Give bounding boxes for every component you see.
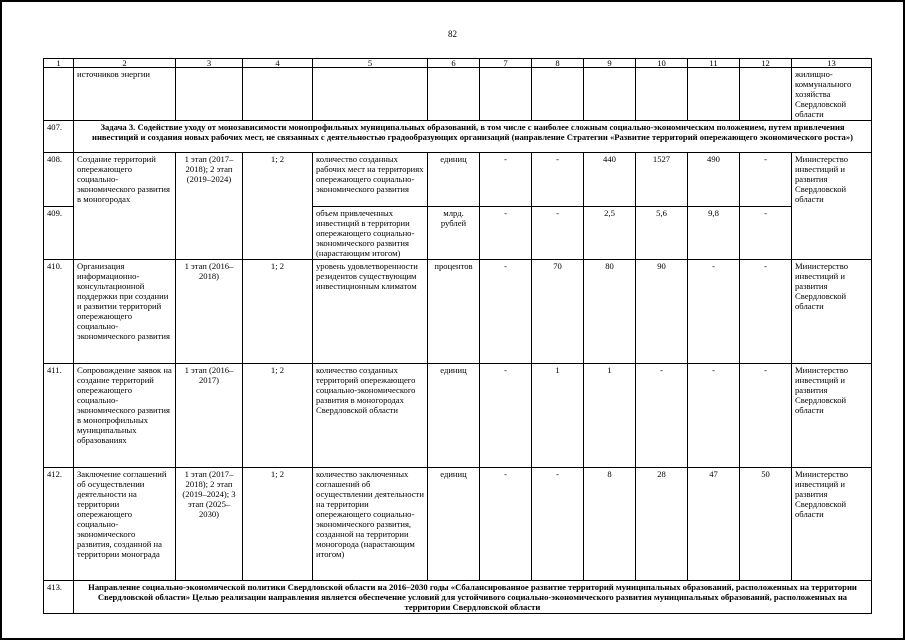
row-number: 413.: [44, 581, 74, 614]
value-cell: -: [740, 364, 792, 468]
col-number: 4: [243, 59, 313, 68]
table-row: [44, 68, 872, 121]
task-heading: Задача 3. Содействие уходу от монозависимости монопрофильных муниципальных образований, в том числе с наиболее сложным социально-экономическим положением, путем привлечения инвестиций и создания новых рабочих мест, не связанных с деятельностью градообразующих организаций (направление Стратегии «Развитие территорий опережающего экономического роста»): [74, 121, 872, 153]
indicator: количество созданных территорий опережающего социально-экономического развития в моногородах Свердловской области: [313, 364, 428, 468]
executor: Министерство инвестиций и развития Свердловской области: [792, 153, 872, 260]
unit: млрд. рублей: [428, 207, 480, 260]
task-ref: 1; 2: [243, 468, 313, 581]
executor: Министерство инвестиций и развития Свердловской области: [792, 468, 872, 581]
col-number: 13: [792, 59, 872, 68]
value-cell: 2,5: [584, 207, 636, 260]
page-number: 82: [448, 29, 457, 39]
indicator-table: [43, 58, 872, 614]
measure-name: Заключение соглашений об осуществлении деятельности на территории опережающего социально-экономического развития, созданной на территории монограда: [74, 468, 176, 581]
stage: 1 этап (2016–2018): [176, 260, 243, 364]
task-ref: 1; 2: [243, 260, 313, 364]
value-cell: -: [532, 207, 584, 260]
row-number: 411.: [44, 364, 74, 468]
value-cell: 490: [688, 153, 740, 207]
value-cell: 440: [584, 153, 636, 207]
table-row: [44, 153, 872, 207]
col-number: 2: [74, 59, 176, 68]
executor: жилищно-коммунального хозяйства Свердловской области: [792, 68, 872, 121]
unit: процентов: [428, 260, 480, 364]
value-cell: -: [740, 260, 792, 364]
row-number: 407.: [44, 121, 74, 153]
value-cell: 50: [740, 468, 792, 581]
executor: Министерство инвестиций и развития Свердловской области: [792, 260, 872, 364]
col-number: 11: [688, 59, 740, 68]
col-number: 10: [636, 59, 688, 68]
value-cell: -: [480, 260, 532, 364]
measure-name: Организация информационно-консультационной поддержки при создании и развитии территорий опережающего социально-экономического развития: [74, 260, 176, 364]
stage: 1 этап (2017–2018); 2 этап (2019–2024): [176, 153, 243, 260]
col-number: 6: [428, 59, 480, 68]
unit: единиц: [428, 364, 480, 468]
value-cell: 1: [532, 364, 584, 468]
measure-name: источников энергии: [74, 68, 176, 121]
value-cell: 8: [584, 468, 636, 581]
value-cell: -: [740, 153, 792, 207]
table-row: [44, 364, 872, 468]
value-cell: 90: [636, 260, 688, 364]
value-cell: 80: [584, 260, 636, 364]
value-cell: -: [532, 468, 584, 581]
executor: Министерство инвестиций и развития Свердловской области: [792, 364, 872, 468]
row-number: [44, 68, 74, 121]
value-cell: -: [480, 364, 532, 468]
value-cell: -: [480, 468, 532, 581]
col-number: 1: [44, 59, 74, 68]
value-cell: -: [532, 153, 584, 207]
task-ref: 1; 2: [243, 153, 313, 260]
stage: 1 этап (2017–2018); 2 этап (2019–2024); 3 этап (2025–2030): [176, 468, 243, 581]
col-number: 3: [176, 59, 243, 68]
measure-name: Создание территорий опережающего социально-экономического развития в моногородах: [74, 153, 176, 260]
col-number: 12: [740, 59, 792, 68]
value-cell: 70: [532, 260, 584, 364]
row-number: 408.: [44, 153, 74, 207]
measure-name: Сопровождение заявок на создание территорий опережающего социально-экономического развития в монопрофильных муниципальных образованиях: [74, 364, 176, 468]
row-number: 412.: [44, 468, 74, 581]
value-cell: 28: [636, 468, 688, 581]
unit: единиц: [428, 468, 480, 581]
stage: 1 этап (2016–2017): [176, 364, 243, 468]
value-cell: 9,8: [688, 207, 740, 260]
column-number-row: [44, 59, 872, 68]
value-cell: 47: [688, 468, 740, 581]
direction-row: [44, 581, 872, 614]
task-ref: 1; 2: [243, 364, 313, 468]
task-row: [44, 121, 872, 153]
table-row: [44, 260, 872, 364]
value-cell: -: [740, 207, 792, 260]
indicator: объем привлеченных инвестиций в территории опережающего социально-экономического развития (нарастающим итогом): [313, 207, 428, 260]
direction-heading: Направление социально-экономической политики Свердловской области на 2016–2030 годы «Сбалансированное развитие территорий муниципальных образований, расположенных на территории Свердловской области» Целью реализации направления является обеспечение условий для устойчивого социально-экономического развития муниципальных образований, расположенных на территории Свердловской области: [74, 581, 872, 614]
value-cell: 1: [584, 364, 636, 468]
col-number: 5: [313, 59, 428, 68]
indicator: уровень удовлетворенности резидентов существующим инвестиционным климатом: [313, 260, 428, 364]
indicator: количество заключенных соглашений об осуществлении деятельности на территории опережающего социально-экономического развития, созданной на территории моногорода (нарастающим итогом): [313, 468, 428, 581]
value-cell: 5,6: [636, 207, 688, 260]
indicator: количество созданных рабочих мест на территориях опережающего социально-экономического развития: [313, 153, 428, 207]
row-number: 410.: [44, 260, 74, 364]
value-cell: -: [688, 260, 740, 364]
value-cell: -: [636, 364, 688, 468]
row-number: 409.: [44, 207, 74, 260]
unit: единиц: [428, 153, 480, 207]
col-number: 8: [532, 59, 584, 68]
value-cell: -: [480, 207, 532, 260]
col-number: 7: [480, 59, 532, 68]
table-row: [44, 468, 872, 581]
value-cell: -: [688, 364, 740, 468]
value-cell: 1527: [636, 153, 688, 207]
value-cell: -: [480, 153, 532, 207]
col-number: 9: [584, 59, 636, 68]
